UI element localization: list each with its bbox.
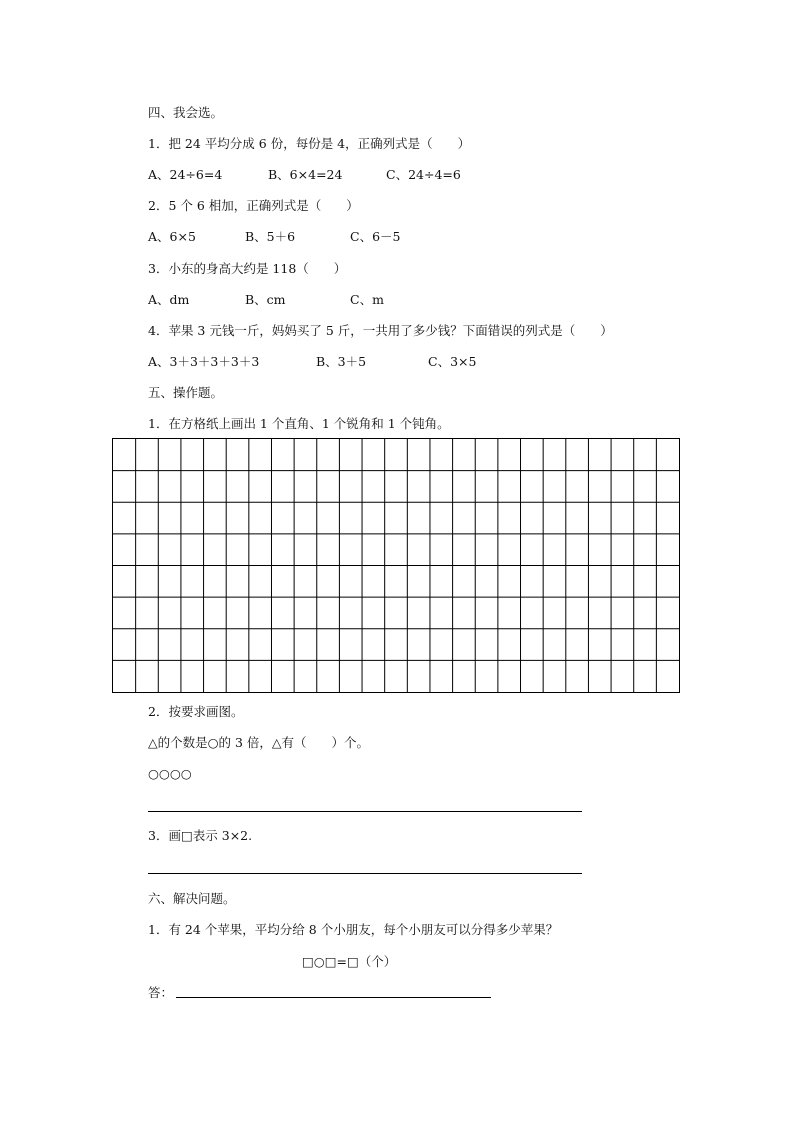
formula: □○□=□（个） — [302, 954, 397, 969]
answer-rule — [148, 811, 582, 812]
question-4-4: 4．苹果 3 元钱一斤，妈妈买了 5 斤，一共用了多少钱？下面错误的列式是（ ） — [148, 323, 613, 338]
section-6-title: 六、解决问题。 — [148, 891, 236, 906]
question-4-1: 1．把 24 平均分成 6 份，每份是 4，正确列式是（ ） — [148, 136, 471, 151]
question-4-2: 2．5 个 6 相加，正确列式是（ ） — [148, 198, 359, 213]
answer-label: 答： — [148, 985, 174, 1000]
section-4-title: 四、我会选。 — [148, 105, 224, 120]
section-5-title: 五、操作题。 — [148, 385, 224, 400]
option-a: A、dm — [148, 292, 190, 307]
option-a: A、3＋3＋3＋3＋3 — [148, 354, 260, 369]
option-b: B、6×4=24 — [268, 167, 343, 182]
question-5-3: 3．画□表示 3×2. — [148, 828, 253, 843]
option-c: C、6－5 — [350, 229, 401, 244]
option-c: C、24÷4=6 — [386, 167, 461, 182]
answer-line — [176, 997, 491, 998]
answer-rule — [148, 873, 582, 874]
question-5-1: 1．在方格纸上画出 1 个直角、1 个锐角和 1 个钝角。 — [148, 416, 450, 431]
triangle-prompt: △的个数是○的 3 倍，△有（ ）个。 — [148, 735, 370, 750]
question-5-2: 2．按要求画图。 — [148, 704, 244, 719]
option-c: C、m — [350, 292, 384, 307]
option-a: A、6×5 — [148, 229, 196, 244]
option-a: A、24÷6=4 — [148, 167, 223, 182]
question-4-3: 3．小东的身高大约是 118（ ） — [148, 261, 347, 276]
circles-row: ○○○○ — [148, 766, 192, 781]
option-b: B、cm — [245, 292, 286, 307]
question-6-1: 1．有 24 个苹果，平均分给 8 个小朋友，每个小朋友可以分得多少苹果？ — [148, 922, 559, 937]
option-b: B、5＋6 — [245, 229, 296, 244]
option-c: C、3×5 — [428, 354, 477, 369]
grid-paper — [112, 438, 680, 693]
option-b: B、3＋5 — [316, 354, 367, 369]
